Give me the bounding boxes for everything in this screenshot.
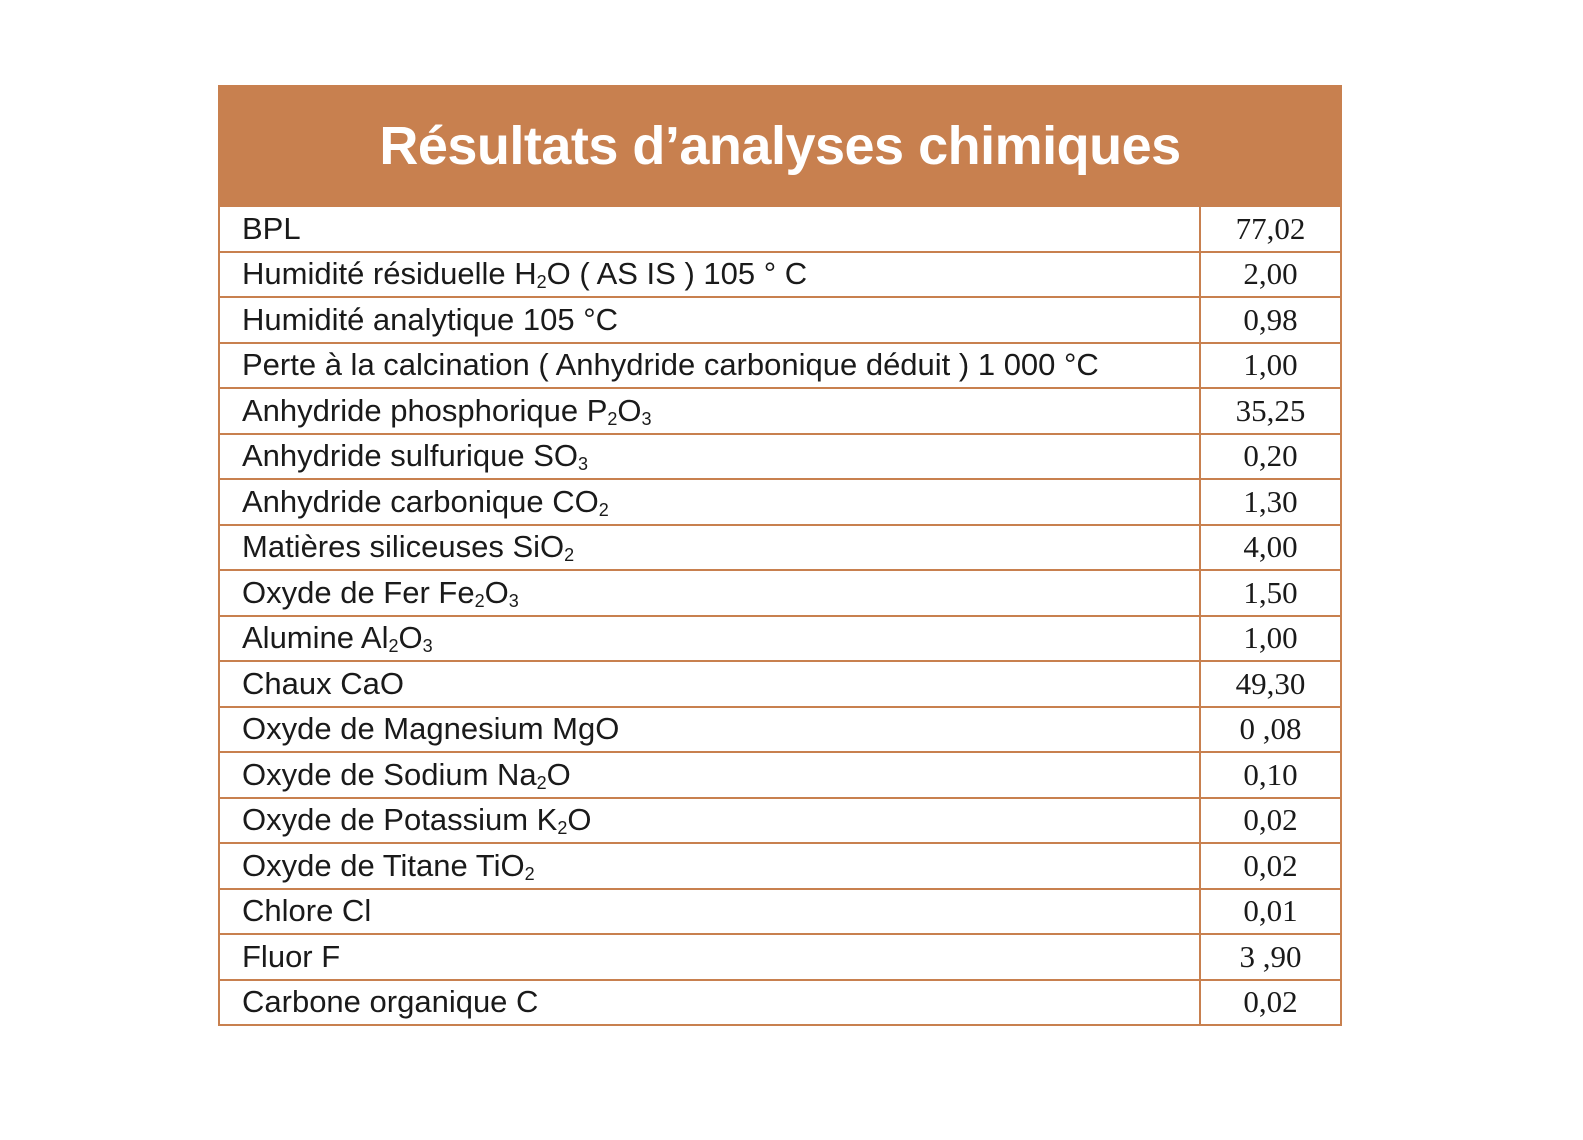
label-subscript: 2: [557, 818, 568, 839]
row-label: [220, 297, 1200, 343]
label-text: O ( AS IS ) 105 ° C: [546, 256, 808, 292]
label-text: Oxyde de Potassium K: [242, 802, 558, 838]
table-row: [220, 980, 1340, 1025]
row-label: [220, 570, 1200, 616]
row-value: 0,10: [1200, 752, 1340, 798]
table-row: [220, 661, 1340, 707]
table-row: [220, 570, 1340, 616]
row-label: [220, 980, 1200, 1025]
row-value: 0,02: [1200, 980, 1340, 1025]
label-text: O: [546, 756, 571, 792]
label-text: Oxyde de Fer Fe: [242, 574, 475, 610]
table-row: [220, 252, 1340, 298]
table-row: [220, 889, 1340, 935]
label-text: O: [484, 574, 509, 610]
label-subscript: 3: [578, 454, 589, 475]
row-value: 0,20: [1200, 434, 1340, 480]
title-bar: [220, 87, 1340, 207]
table-row: [220, 479, 1340, 525]
row-label: [220, 752, 1200, 798]
row-value: 0,98: [1200, 297, 1340, 343]
label-text: Carbone organique C: [242, 984, 539, 1020]
row-value: 0 ,08: [1200, 707, 1340, 753]
row-label: [220, 207, 1200, 252]
label-text: Humidité résiduelle H: [242, 256, 537, 292]
row-label: [220, 934, 1200, 980]
table-row: [220, 343, 1340, 389]
label-text: Anhydride phosphorique P: [242, 392, 608, 428]
label-subscript: 2: [598, 499, 609, 520]
table-row: [220, 798, 1340, 844]
table-row: [220, 297, 1340, 343]
table-row: [220, 434, 1340, 480]
row-value: 0,02: [1200, 843, 1340, 889]
table-row: [220, 388, 1340, 434]
row-label: [220, 525, 1200, 571]
row-value: 3 ,90: [1200, 934, 1340, 980]
label-text: Fluor F: [242, 938, 341, 974]
row-value: 0,01: [1200, 889, 1340, 935]
row-value: 35,25: [1200, 388, 1340, 434]
row-value: 49,30: [1200, 661, 1340, 707]
table-row: [220, 934, 1340, 980]
row-label: [220, 707, 1200, 753]
row-value: 4,00: [1200, 525, 1340, 571]
label-text: Oxyde de Sodium Na: [242, 756, 537, 792]
label-text: BPL: [242, 210, 301, 246]
row-label: [220, 843, 1200, 889]
label-text: Chlore Cl: [242, 893, 372, 929]
row-label: [220, 616, 1200, 662]
label-text: Humidité analytique 105 °C: [242, 301, 618, 337]
row-label: [220, 252, 1200, 298]
table-title: Résultats d’analyses chimiques: [379, 116, 1181, 176]
label-subscript: 2: [564, 545, 575, 566]
label-text: Chaux CaO: [242, 665, 404, 701]
label-text: Anhydride carbonique CO: [242, 483, 599, 519]
row-value: 1,00: [1200, 343, 1340, 389]
table-row: [220, 525, 1340, 571]
label-text: Oxyde de Titane TiO: [242, 847, 525, 883]
row-value: 2,00: [1200, 252, 1340, 298]
table-row: [220, 752, 1340, 798]
label-text: Perte à la calcination ( Anhydride carbonique déduit ) 1 000 °C: [242, 347, 1099, 383]
analysis-table: [218, 85, 1342, 1026]
row-label: [220, 889, 1200, 935]
table-row: [220, 843, 1340, 889]
label-subscript: 3: [641, 408, 652, 429]
label-text: Matières siliceuses SiO: [242, 529, 565, 565]
table-row: [220, 707, 1340, 753]
row-label: [220, 479, 1200, 525]
label-text: Alumine Al: [242, 620, 389, 656]
table-row: [220, 207, 1340, 252]
row-value: 77,02: [1200, 207, 1340, 252]
label-text: O: [398, 620, 423, 656]
row-value: 1,00: [1200, 616, 1340, 662]
label-subscript: 2: [524, 863, 535, 884]
row-label: [220, 661, 1200, 707]
row-label: [220, 388, 1200, 434]
label-subscript: 3: [508, 590, 519, 611]
label-text: O: [617, 392, 642, 428]
label-subscript: 2: [607, 408, 618, 429]
label-subscript: 2: [388, 636, 399, 657]
row-label: [220, 434, 1200, 480]
row-value: 0,02: [1200, 798, 1340, 844]
row-label: [220, 343, 1200, 389]
results-table: [220, 207, 1340, 1024]
label-text: Anhydride sulfurique SO: [242, 438, 579, 474]
row-value: 1,30: [1200, 479, 1340, 525]
results-body: [220, 207, 1340, 1024]
label-text: O: [567, 802, 592, 838]
label-subscript: 2: [536, 272, 547, 293]
table-row: [220, 616, 1340, 662]
label-text: Oxyde de Magnesium MgO: [242, 711, 620, 747]
row-value: 1,50: [1200, 570, 1340, 616]
label-subscript: 3: [422, 636, 433, 657]
label-subscript: 2: [474, 590, 485, 611]
label-subscript: 2: [536, 772, 547, 793]
row-label: [220, 798, 1200, 844]
